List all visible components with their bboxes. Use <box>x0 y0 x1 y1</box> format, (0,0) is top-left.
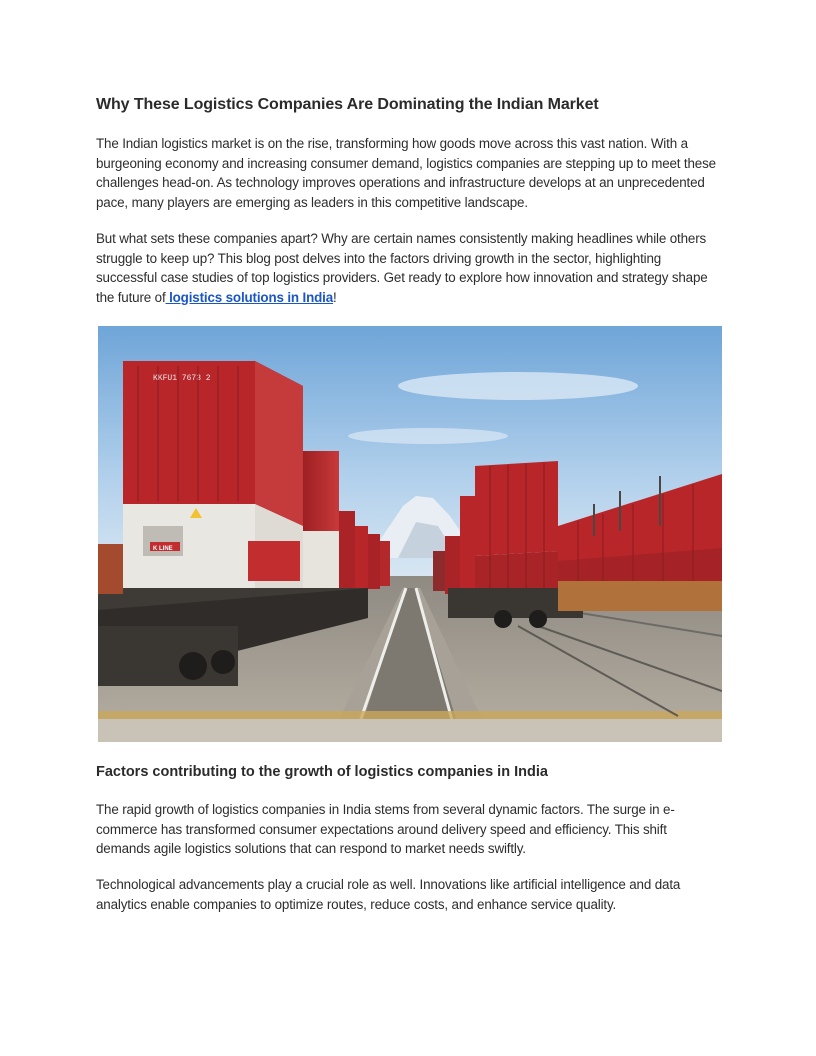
second-paragraph <box>96 229 718 307</box>
container-code-text: KKFU1 7673 2 <box>153 374 211 383</box>
section-paragraph-2: Technological advancements play a crucial role as well. Innovations like artificial intelligence and data analytics enable companies to optimize routes, reduce costs, and enhance service quality. <box>96 877 681 912</box>
section-paragraph-1: The rapid growth of logistics companies in India stems from several dynamic factors. The surge in e-commerce has transformed consumer expectations around delivery speed and efficiency. This shift demands agile logistics solutions that can respond to market needs swiftly. <box>96 802 675 857</box>
container-brand-text: K LINE <box>153 546 173 552</box>
article-title: Why These Logistics Companies Are Dominating the Indian Market <box>96 96 599 113</box>
container-train-photo <box>98 326 722 742</box>
intro-paragraph: The Indian logistics market is on the rise, transforming how goods move across this vast nation. With a burgeoning economy and increasing consumer demand, logistics companies are stepping up to meet these challenges head-on. As technology improves operations and infrastructure develops at an unprecedented pace, many players are emerging as leaders in this competitive landscape. <box>96 136 716 210</box>
logistics-solutions-link[interactable]: logistics solutions in India <box>165 289 334 305</box>
second-paragraph-end: ! <box>333 289 337 305</box>
second-paragraph-text: But what sets these companies apart? Why are certain names consistently making headlines while others struggle to keep up? This blog post delves into the factors driving growth in the sector, highlighting successful case studies of top logistics providers. Get ready to explore how innovation and strategy shape the future of <box>96 231 708 305</box>
section-heading: Factors contributing to the growth of logistics companies in India <box>96 764 548 780</box>
